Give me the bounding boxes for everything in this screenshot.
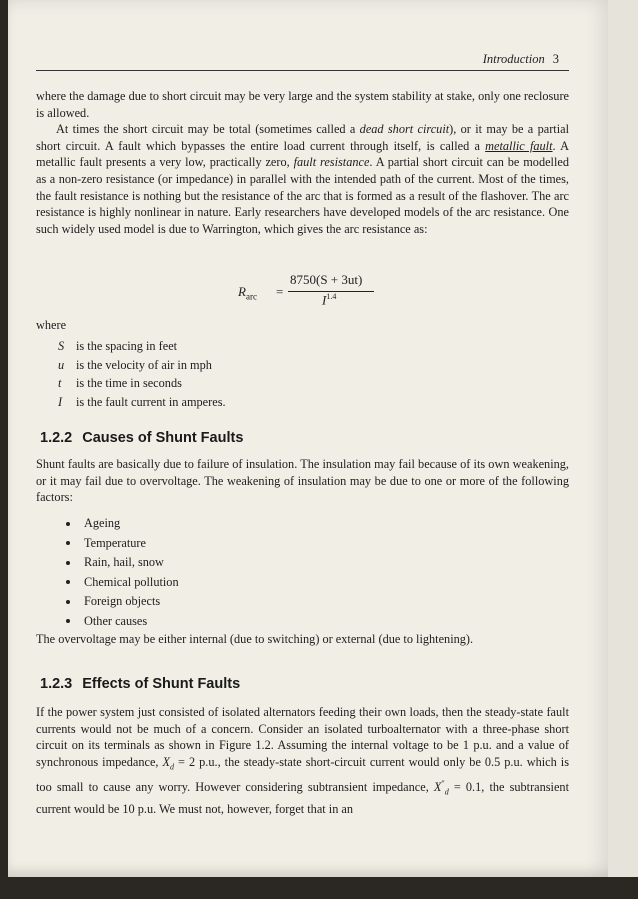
list-item: Foreign objects (66, 592, 179, 612)
body-text-top (36, 88, 569, 237)
body-text-causes (36, 456, 569, 506)
page-edge (608, 0, 638, 899)
body-text-effects (36, 704, 569, 818)
bullet-icon (66, 580, 70, 584)
variable-list (58, 337, 226, 411)
where-label: where (36, 318, 67, 332)
paragraph: At times the short circuit may be total (sometimes called a dead short circuit), or it may be a partial short circuit. A fault which bypasses the entire load current through itself, is called a metallic fault. A metallic fault presents a very low, practically zero, fault resistance. A partial short circuit can be modelled as a non-zero resistance (or impedance) in parallel with the intended path of the current. Most of the times, the fault resistance is nothing but the resistance of the arc that is formed as a result of the flashover. The arc resistance is highly nonlinear in nature. Early researchers have developed models of the arc resistance. One such widely used model is due to Warrington, which gives the arc resistance as: (36, 122, 570, 236)
section-heading-causes: 1.2.2 Causes of Shunt Faults (40, 430, 244, 446)
causes-list (66, 514, 179, 631)
bullet-icon (66, 541, 70, 545)
variable-item: S is the spacing in feet (58, 339, 178, 353)
running-header (36, 46, 569, 71)
variable-item: u is the velocity of air in mph (58, 357, 212, 372)
paragraph: Shunt faults are basically due to failure of insulation. The insulation may fail because of its own weakening, or it may fail due to overvoltage. The weakening of insulation may be due to one or more of the following factors: (36, 457, 569, 505)
formula-numerator: 8750(S + 3ut) (290, 272, 363, 287)
list-item: Other causes (66, 612, 179, 632)
paragraph: The overvoltage may be either internal (due to switching) or external (due to lightening). (36, 632, 474, 646)
bullet-icon (66, 561, 70, 565)
page-number: 3 (552, 52, 559, 66)
paragraph: where the damage due to short circuit may be very large and the system stability at stake, only one reclosure is allowed. (36, 89, 569, 120)
list-item: Rain, hail, snow (66, 553, 179, 573)
list-item: Temperature (66, 534, 179, 554)
formula-denominator: $I^{1.4}$ (322, 292, 337, 308)
section-heading-effects: 1.2.3 Effects of Shunt Faults (40, 676, 241, 692)
list-item: Ageing (66, 514, 179, 534)
variable-item: I is the fault current in amperes. (58, 394, 226, 409)
body-text-overvoltage (36, 631, 569, 648)
scan-border (0, 877, 638, 899)
variable-item: t is the time in seconds (58, 376, 182, 390)
bullet-icon (66, 522, 70, 526)
bullet-icon (66, 619, 70, 623)
list-item: Chemical pollution (66, 573, 179, 593)
running-title: Introduction (482, 52, 545, 66)
bullet-icon (66, 600, 70, 604)
paragraph: If the power system just consisted of isolated alternators feeding their own loads, then the steady-state fault currents would not be much of a concern. Consider an isolated turboalternator with a three-phase short circuit on its terminals as shown in Figure 1.2. Assuming the internal voltage to be 1 p.u. and a value of synchronous impedance, $X_d = 2$ p.u., the steady-state short-circuit current would only be 0.5 p.u. which is too small to cause any worry. However considering subtransient impedance, $X''_d = 0.1$, the subtransient current would be 10 p.u. We must not, however, forget that in an (36, 705, 569, 816)
